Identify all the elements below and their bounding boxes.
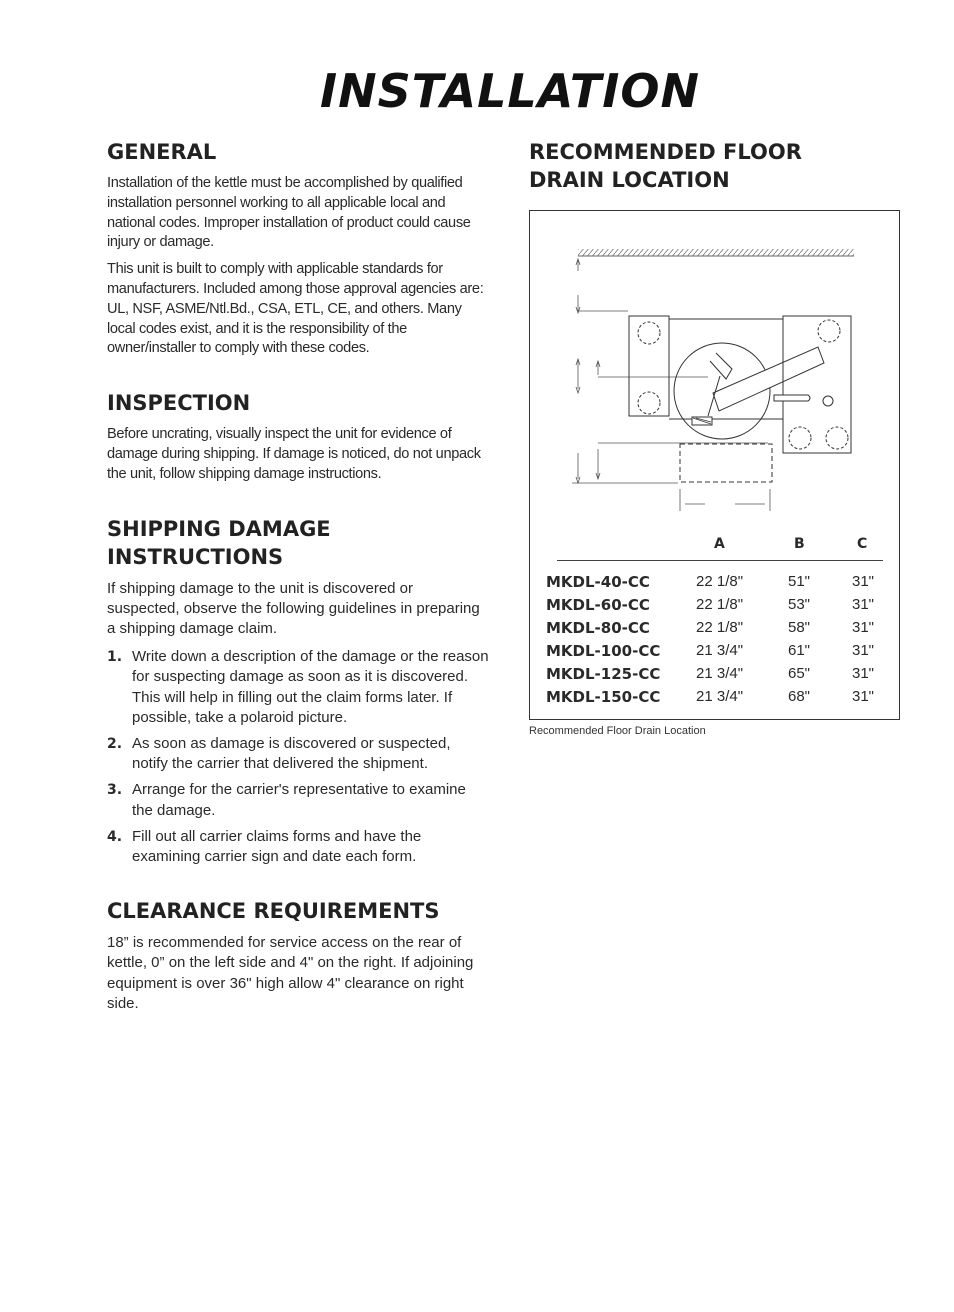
general-paragraph-2: This unit is built to comply with applicable standards for manufacturers. Included among those approval agencies are: UL, NSF, ASME/Ntl.Bd., CSA, ETL, CE, and others. Many local codes exist, and it is the responsibility of the owner/installer to comply with these codes.	[107, 261, 484, 357]
left-leg-box	[629, 316, 669, 416]
a-cell: 21 3/4"	[696, 642, 744, 659]
floor-drain-diagram	[530, 211, 899, 511]
b-cell: 61"	[788, 642, 811, 659]
shipping-heading: SHIPPING DAMAGE INSTRUCTIONS	[107, 516, 331, 569]
general-paragraph-1: Installation of the kettle must be accomplished by qualified installation personnel working to all applicable local and national codes. Improper installation of product could cause injury or damage.	[107, 175, 471, 251]
step-number: 3.	[107, 782, 123, 799]
general-section	[107, 138, 489, 359]
general-heading: GENERAL	[107, 140, 217, 164]
col-header-b: B	[794, 536, 805, 552]
inspection-heading: INSPECTION	[107, 391, 251, 416]
b-cell: 53"	[788, 596, 811, 613]
b-cell: 68"	[788, 688, 811, 705]
a-cell: 21 3/4"	[696, 688, 744, 705]
model-cell: MKDL-150-CC	[546, 688, 661, 706]
a-cell: 22 1/8"	[696, 573, 744, 590]
b-cell: 58"	[788, 619, 811, 636]
model-cell: MKDL-100-CC	[546, 642, 661, 660]
c-cell: 31"	[852, 688, 875, 705]
model-cell: MKDL-40-CC	[546, 573, 650, 591]
model-cell: MKDL-80-CC	[546, 619, 650, 637]
c-cell: 31"	[852, 596, 875, 613]
col-header-a: A	[714, 536, 725, 552]
a-cell: 21 3/4"	[696, 665, 744, 682]
page-title: INSTALLATION	[319, 64, 701, 118]
shipping-section	[107, 515, 489, 868]
wall-hatch	[578, 249, 854, 256]
c-cell: 31"	[852, 573, 875, 590]
shipping-step	[107, 647, 489, 728]
table-divider	[557, 560, 883, 561]
clearance-heading: CLEARANCE REQUIREMENTS	[107, 899, 440, 924]
table-row	[530, 665, 901, 687]
left-column	[107, 138, 489, 1044]
figure-caption: Recommended Floor Drain Location	[529, 725, 706, 737]
shipping-step	[107, 780, 489, 820]
table-row	[530, 642, 901, 664]
col-header-c: C	[857, 536, 868, 552]
drain-location-box	[680, 444, 772, 482]
b-cell: 51"	[788, 573, 811, 590]
model-cell: MKDL-125-CC	[546, 665, 661, 683]
inspection-paragraph: Before uncrating, visually inspect the unit for evidence of damage during shipping. If damage is noticed, do not unpack the unit, follow shipping damage instructions.	[107, 426, 481, 482]
table-row	[530, 619, 901, 641]
b-cell: 65"	[788, 665, 811, 682]
inspection-section	[107, 389, 489, 484]
kettle-body	[669, 319, 824, 439]
a-cell: 22 1/8"	[696, 619, 744, 636]
table-row	[530, 688, 901, 710]
a-cell: 22 1/8"	[696, 596, 744, 613]
step-text: Write down a description of the damage or the reason for suspecting damage as soon as it is discovered. This will help in filling out the claim forms later. If possible, take a polaroid picture.	[132, 648, 489, 726]
clearance-section	[107, 897, 489, 1014]
table-row	[530, 596, 901, 618]
table-header	[530, 536, 901, 556]
drain-figure	[529, 210, 900, 720]
right-column	[529, 138, 909, 202]
c-cell: 31"	[852, 665, 875, 682]
step-text: Arrange for the carrier's representative to examine the damage.	[132, 781, 466, 819]
shipping-step	[107, 734, 489, 774]
step-text: As soon as damage is discovered or suspected, notify the carrier that delivered the shipment.	[132, 734, 451, 773]
step-number: 2.	[107, 735, 123, 752]
c-cell: 31"	[852, 642, 875, 659]
right-control-box	[774, 316, 851, 453]
model-cell: MKDL-60-CC	[546, 596, 650, 614]
drain-heading: RECOMMENDED FLOOR DRAIN LOCATION	[529, 140, 802, 192]
clearance-paragraph: 18” is recommended for service access on the rear of kettle, 0” on the left side and 4" on the right. If adjoining equipment is over 36" high allow 4" clearance on right side.	[107, 934, 474, 1012]
shipping-steps	[107, 647, 489, 867]
step-number: 1.	[107, 649, 123, 666]
c-cell: 31"	[852, 619, 875, 636]
shipping-step	[107, 827, 489, 867]
shipping-intro: If shipping damage to the unit is discovered or suspected, observe the following guidelines in preparing a shipping damage claim.	[107, 579, 480, 637]
table-row	[530, 573, 901, 595]
step-number: 4.	[107, 828, 123, 845]
step-text: Fill out all carrier claims forms and have the examining carrier sign and date each form.	[132, 827, 422, 865]
